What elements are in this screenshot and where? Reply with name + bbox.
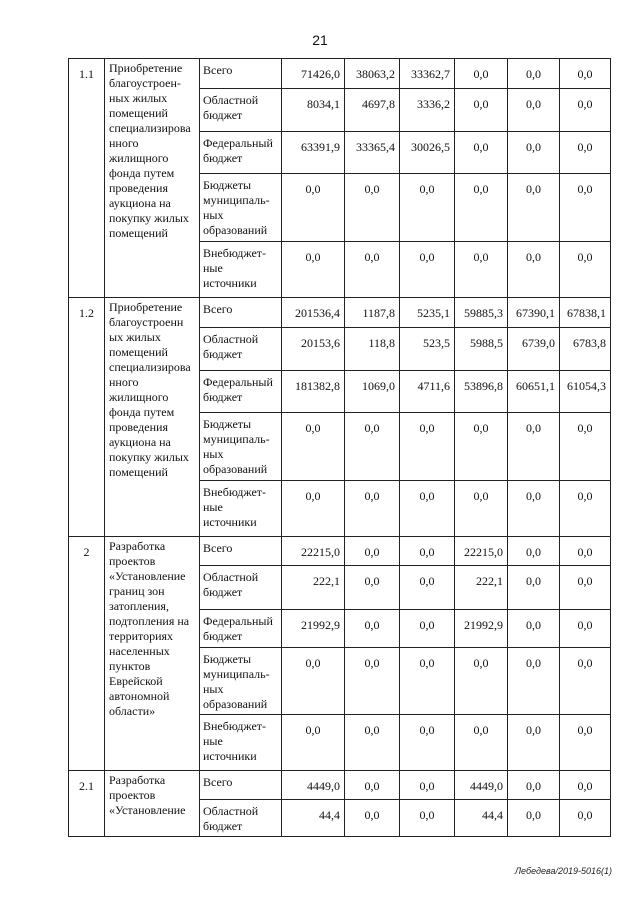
amount-cell: 5988,5 (455, 328, 508, 371)
amount-cell: 0,0 (560, 413, 611, 481)
amount-cell: 33362,7 (400, 59, 455, 89)
amount-cell: 0,0 (455, 648, 508, 715)
amount-cell: 0,0 (455, 59, 508, 89)
amount-cell: 20153,6 (282, 328, 345, 371)
amount-cell: 0,0 (282, 413, 345, 481)
page-number: 21 (312, 32, 328, 48)
amount-cell: 0,0 (400, 610, 455, 648)
amount-cell: 67838,1 (560, 298, 611, 328)
funding-source: Федеральный бюджет (200, 371, 282, 413)
amount-cell: 0,0 (400, 800, 455, 837)
item-name: Разработка проектов «Установление границ зон затопления, подтопления на территориях населенных пунктов Еврейской автономной области» (105, 537, 200, 771)
amount-cell: 0,0 (345, 242, 400, 298)
amount-cell: 21992,9 (282, 610, 345, 648)
funding-source: Областной бюджет (200, 566, 282, 610)
funding-source: Всего (200, 59, 282, 89)
amount-cell: 0,0 (345, 537, 400, 566)
amount-cell: 0,0 (345, 174, 400, 242)
item-number: 2.1 (69, 771, 105, 837)
amount-cell: 38063,2 (345, 59, 400, 89)
amount-cell: 222,1 (282, 566, 345, 610)
amount-cell: 4697,8 (345, 89, 400, 132)
amount-cell: 0,0 (560, 771, 611, 800)
amount-cell: 0,0 (560, 800, 611, 837)
amount-cell: 0,0 (345, 413, 400, 481)
item-name: Приобретение благоустроен-ных жилых помещений специализирова нного жилищного фонда путем проведения аукциона на покупку жилых помещений (105, 59, 200, 298)
amount-cell: 4449,0 (282, 771, 345, 800)
amount-cell: 0,0 (508, 566, 560, 610)
amount-cell: 0,0 (508, 715, 560, 771)
amount-cell: 8034,1 (282, 89, 345, 132)
amount-cell: 0,0 (345, 610, 400, 648)
amount-cell: 0,0 (508, 132, 560, 174)
amount-cell: 0,0 (282, 242, 345, 298)
amount-cell: 30026,5 (400, 132, 455, 174)
amount-cell: 4711,6 (400, 371, 455, 413)
amount-cell: 0,0 (400, 174, 455, 242)
item-name: Приобретение благоустроенн ых жилых помещений специализирова нного жилищного фонда путем проведения аукциона на покупку жилых помещений (105, 298, 200, 537)
amount-cell: 0,0 (508, 242, 560, 298)
table-row (69, 298, 611, 328)
amount-cell: 0,0 (508, 610, 560, 648)
amount-cell: 0,0 (282, 174, 345, 242)
amount-cell: 0,0 (282, 648, 345, 715)
amount-cell: 61054,3 (560, 371, 611, 413)
amount-cell: 0,0 (455, 174, 508, 242)
amount-cell: 0,0 (455, 715, 508, 771)
amount-cell: 0,0 (560, 174, 611, 242)
amount-cell: 0,0 (560, 89, 611, 132)
funding-source: Областной бюджет (200, 89, 282, 132)
amount-cell: 0,0 (560, 242, 611, 298)
amount-cell: 0,0 (345, 800, 400, 837)
amount-cell: 1187,8 (345, 298, 400, 328)
amount-cell: 181382,8 (282, 371, 345, 413)
amount-cell: 0,0 (560, 610, 611, 648)
amount-cell: 1069,0 (345, 371, 400, 413)
amount-cell: 0,0 (508, 648, 560, 715)
funding-source: Областной бюджет (200, 800, 282, 837)
amount-cell: 0,0 (508, 413, 560, 481)
item-number: 1.1 (69, 59, 105, 298)
amount-cell: 0,0 (345, 771, 400, 800)
amount-cell: 0,0 (400, 413, 455, 481)
amount-cell: 523,5 (400, 328, 455, 371)
amount-cell: 53896,8 (455, 371, 508, 413)
amount-cell: 0,0 (282, 715, 345, 771)
amount-cell: 0,0 (455, 132, 508, 174)
funding-source: Внебюджет-ные источники (200, 481, 282, 537)
funding-table (68, 58, 611, 837)
amount-cell: 3336,2 (400, 89, 455, 132)
funding-source: Внебюджет-ные источники (200, 715, 282, 771)
amount-cell: 0,0 (345, 648, 400, 715)
amount-cell: 0,0 (508, 537, 560, 566)
amount-cell: 63391,9 (282, 132, 345, 174)
amount-cell: 0,0 (560, 566, 611, 610)
funding-source: Всего (200, 771, 282, 800)
amount-cell: 0,0 (400, 481, 455, 537)
amount-cell: 0,0 (560, 715, 611, 771)
amount-cell: 44,4 (455, 800, 508, 837)
amount-cell: 0,0 (400, 566, 455, 610)
amount-cell: 22215,0 (455, 537, 508, 566)
amount-cell: 0,0 (400, 537, 455, 566)
amount-cell: 0,0 (508, 59, 560, 89)
amount-cell: 0,0 (508, 89, 560, 132)
amount-cell: 71426,0 (282, 59, 345, 89)
amount-cell: 0,0 (400, 242, 455, 298)
amount-cell: 0,0 (400, 648, 455, 715)
amount-cell: 0,0 (345, 715, 400, 771)
table-row (69, 537, 611, 566)
table-row (69, 59, 611, 89)
amount-cell: 0,0 (345, 566, 400, 610)
amount-cell: 33365,4 (345, 132, 400, 174)
funding-source: Бюджеты муниципаль-ных образований (200, 413, 282, 481)
amount-cell: 4449,0 (455, 771, 508, 800)
amount-cell: 0,0 (508, 174, 560, 242)
funding-source: Всего (200, 298, 282, 328)
funding-source: Бюджеты муниципаль-ных образований (200, 648, 282, 715)
amount-cell: 0,0 (282, 481, 345, 537)
amount-cell: 6783,8 (560, 328, 611, 371)
amount-cell: 44,4 (282, 800, 345, 837)
amount-cell: 0,0 (508, 800, 560, 837)
funding-source: Бюджеты муниципаль-ных образований (200, 174, 282, 242)
amount-cell: 0,0 (508, 481, 560, 537)
amount-cell: 22215,0 (282, 537, 345, 566)
amount-cell: 118,8 (345, 328, 400, 371)
amount-cell: 5235,1 (400, 298, 455, 328)
amount-cell: 0,0 (560, 648, 611, 715)
amount-cell: 0,0 (560, 59, 611, 89)
funding-source: Всего (200, 537, 282, 566)
item-number: 2 (69, 537, 105, 771)
amount-cell: 60651,1 (508, 371, 560, 413)
funding-source: Федеральный бюджет (200, 132, 282, 174)
funding-source: Внебюджет-ные источники (200, 242, 282, 298)
amount-cell: 0,0 (345, 481, 400, 537)
amount-cell: 0,0 (400, 715, 455, 771)
table-row (69, 771, 611, 800)
amount-cell: 0,0 (560, 481, 611, 537)
amount-cell: 0,0 (560, 537, 611, 566)
document-footer-code: Лебедева/2019-5016(1) (514, 866, 612, 876)
funding-source: Областной бюджет (200, 328, 282, 371)
amount-cell: 67390,1 (508, 298, 560, 328)
amount-cell: 0,0 (560, 132, 611, 174)
item-name: Разработка проектов «Установление (105, 771, 200, 837)
amount-cell: 0,0 (455, 413, 508, 481)
amount-cell: 0,0 (400, 771, 455, 800)
amount-cell: 0,0 (508, 771, 560, 800)
amount-cell: 0,0 (455, 481, 508, 537)
amount-cell: 59885,3 (455, 298, 508, 328)
amount-cell: 6739,0 (508, 328, 560, 371)
amount-cell: 222,1 (455, 566, 508, 610)
item-number: 1.2 (69, 298, 105, 537)
amount-cell: 0,0 (455, 242, 508, 298)
amount-cell: 0,0 (455, 89, 508, 132)
amount-cell: 21992,9 (455, 610, 508, 648)
amount-cell: 201536,4 (282, 298, 345, 328)
funding-source: Федеральный бюджет (200, 610, 282, 648)
